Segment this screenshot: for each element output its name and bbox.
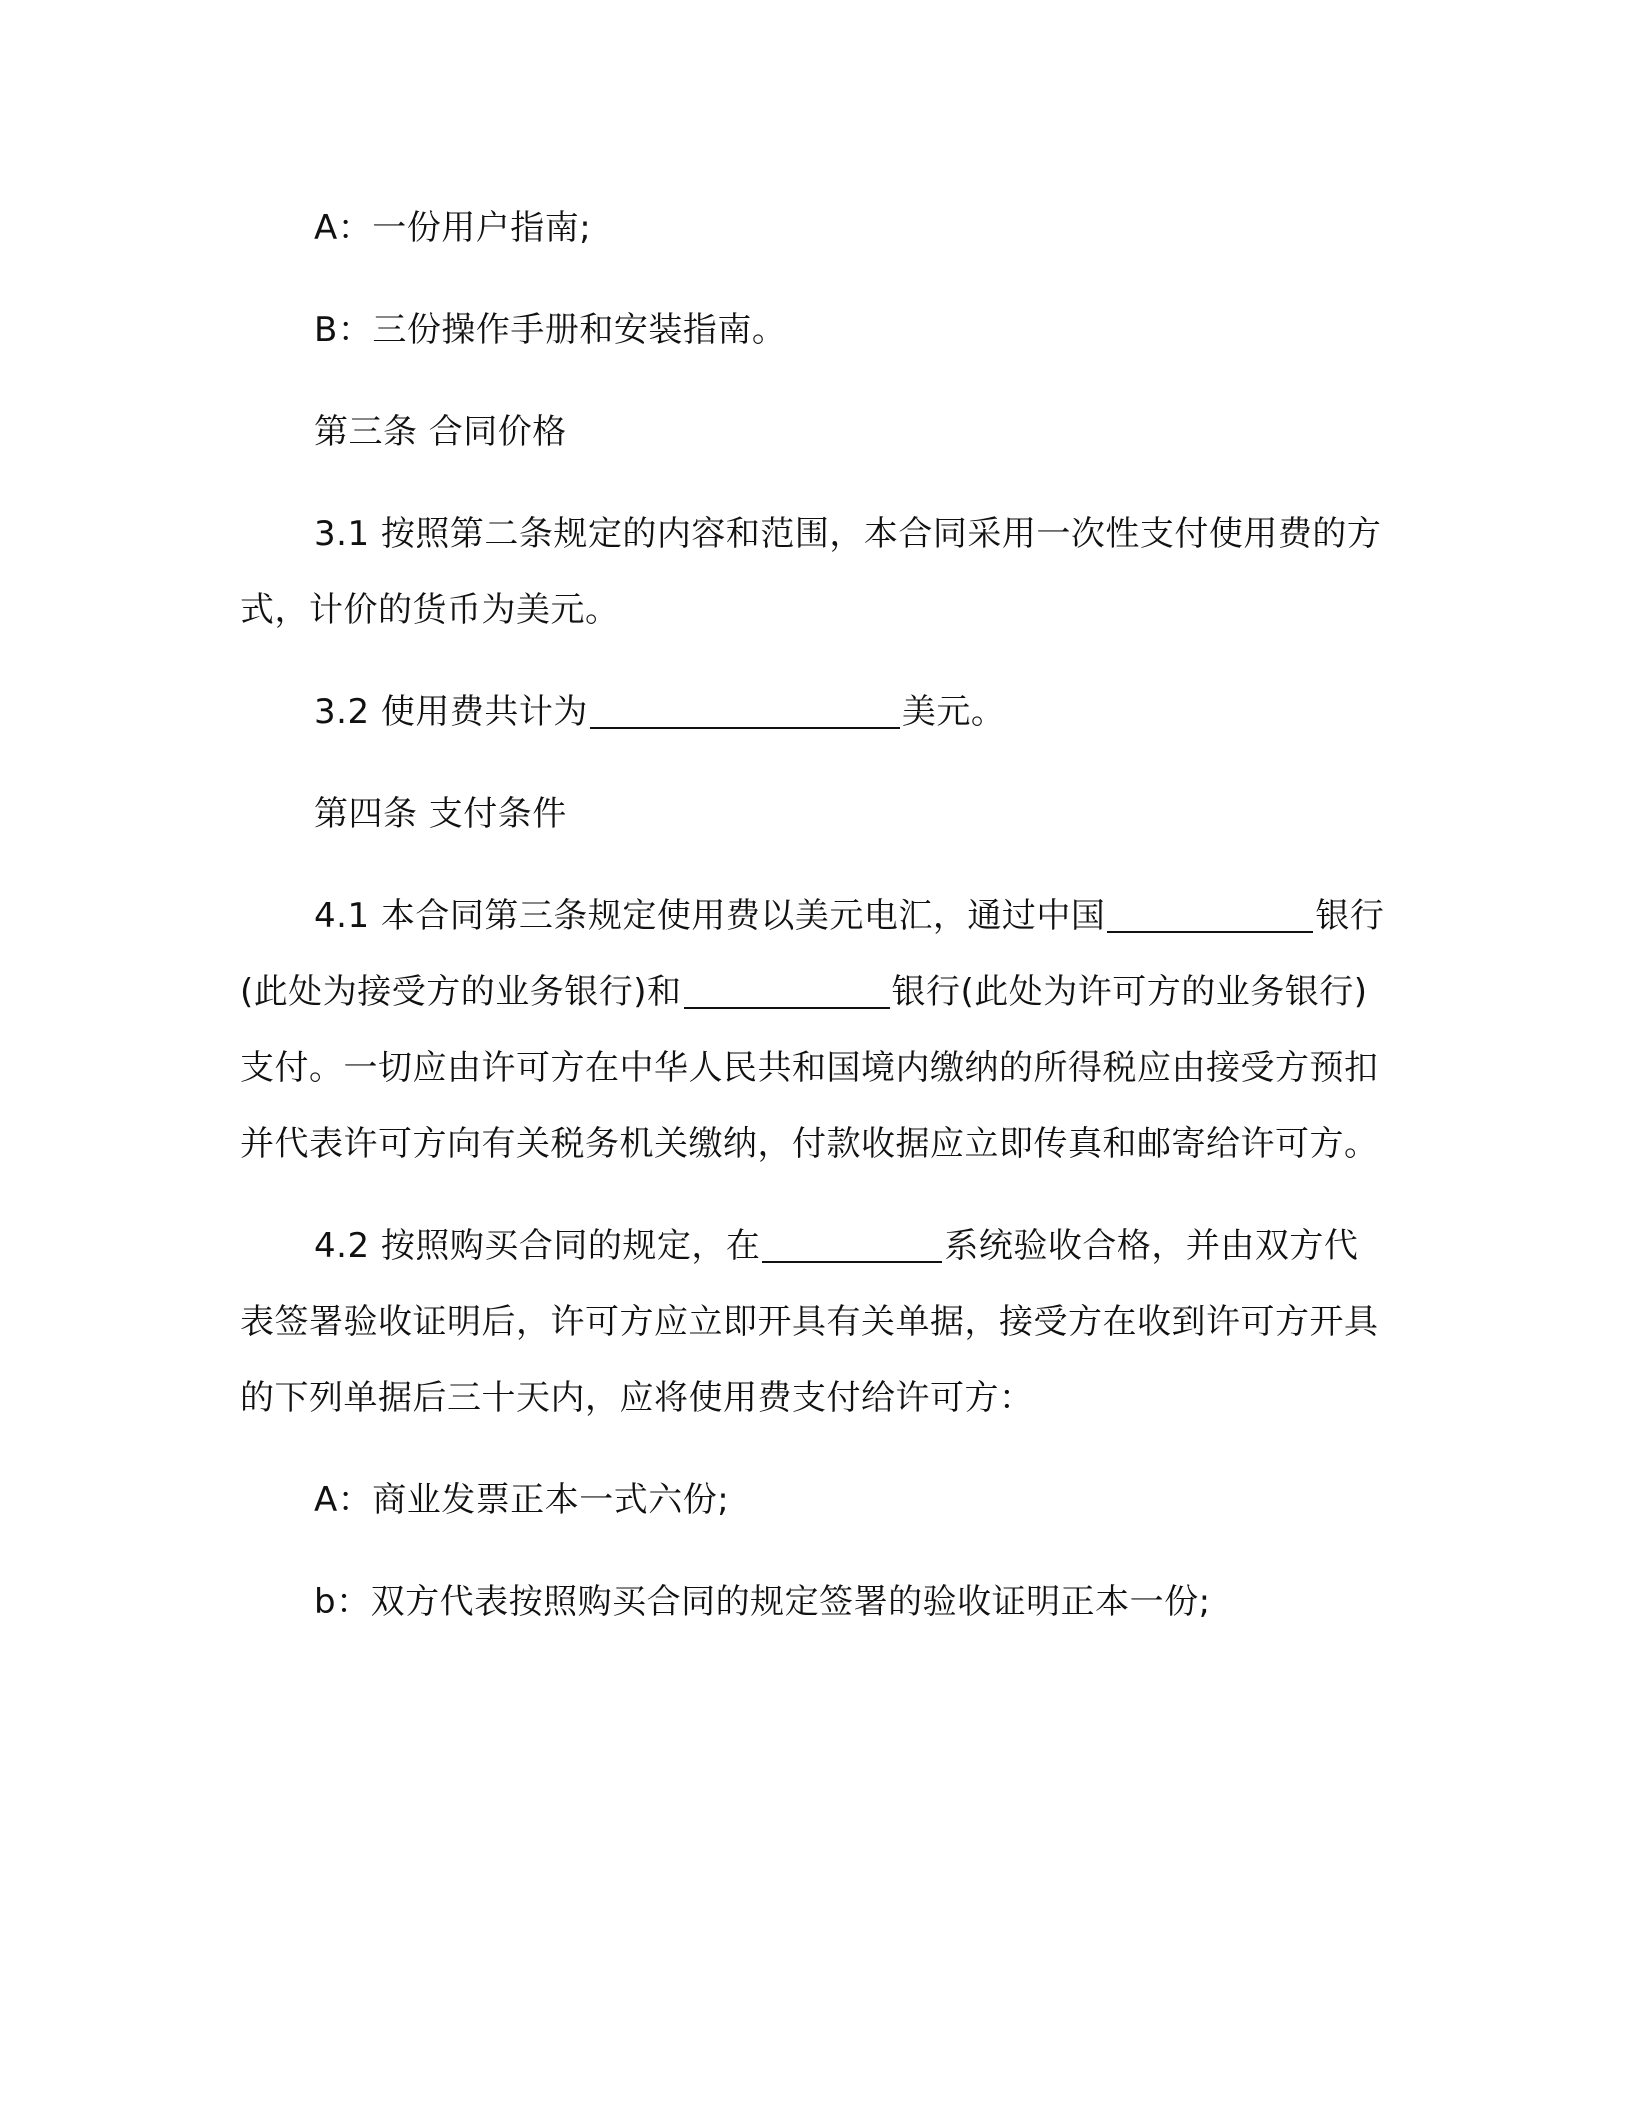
clause-4-1-part-b: 银行(此处为接受方的业务银行)和 [240,896,1385,1012]
clause-4-2-part-b: 系统验收合格，并由双方代表签署验收证明后，许可方应立即开具有关单据，接受方在收到许可方开具的下列单据后三十天内，应将使用费支付给许可方： [240,1226,1379,1418]
clause-4-1-part-c: 银行(此处为许可方的业务银行)支付。一切应由许可方在中华人民共和国境内缴纳的所得税应由接受方预扣并代表许可方向有关税务机关缴纳，付款收据应立即传真和邮寄给许可方。 [240,972,1379,1164]
document-body [240,190,1385,1666]
receiving-bank-blank [1107,897,1313,933]
clause-4-2-part-a: 4.2 按照购买合同的规定，在 [314,1226,761,1266]
clause-3-2-prefix: 3.2 使用费共计为 [314,692,588,732]
clause-4-2 [240,1208,1385,1436]
article-3-title: 第三条 合同价格 [314,412,567,452]
clause-4-1-part-a: 4.1 本合同第三条规定使用费以美元电汇，通过中国 [314,896,1106,936]
system-name-blank [762,1227,942,1263]
item-b-manuals: B：三份操作手册和安装指南。 [314,310,787,350]
clause-3-2 [240,674,1385,750]
item-a-user-guide: A：一份用户指南; [314,208,592,248]
clause-4-1 [240,878,1385,1182]
item-a-invoice: A：商业发票正本一式六份; [314,1480,730,1520]
clause-3-1: 3.1 按照第二条规定的内容和范围，本合同采用一次性支付使用费的方式，计价的货币为美元。 [240,514,1382,630]
fee-amount-blank [590,693,900,729]
licensor-bank-blank [684,973,890,1009]
item-b-acceptance-certificate: b：双方代表按照购买合同的规定签署的验收证明正本一份; [314,1582,1211,1622]
clause-3-2-suffix: 美元。 [901,692,1006,732]
article-4-title: 第四条 支付条件 [314,794,567,834]
